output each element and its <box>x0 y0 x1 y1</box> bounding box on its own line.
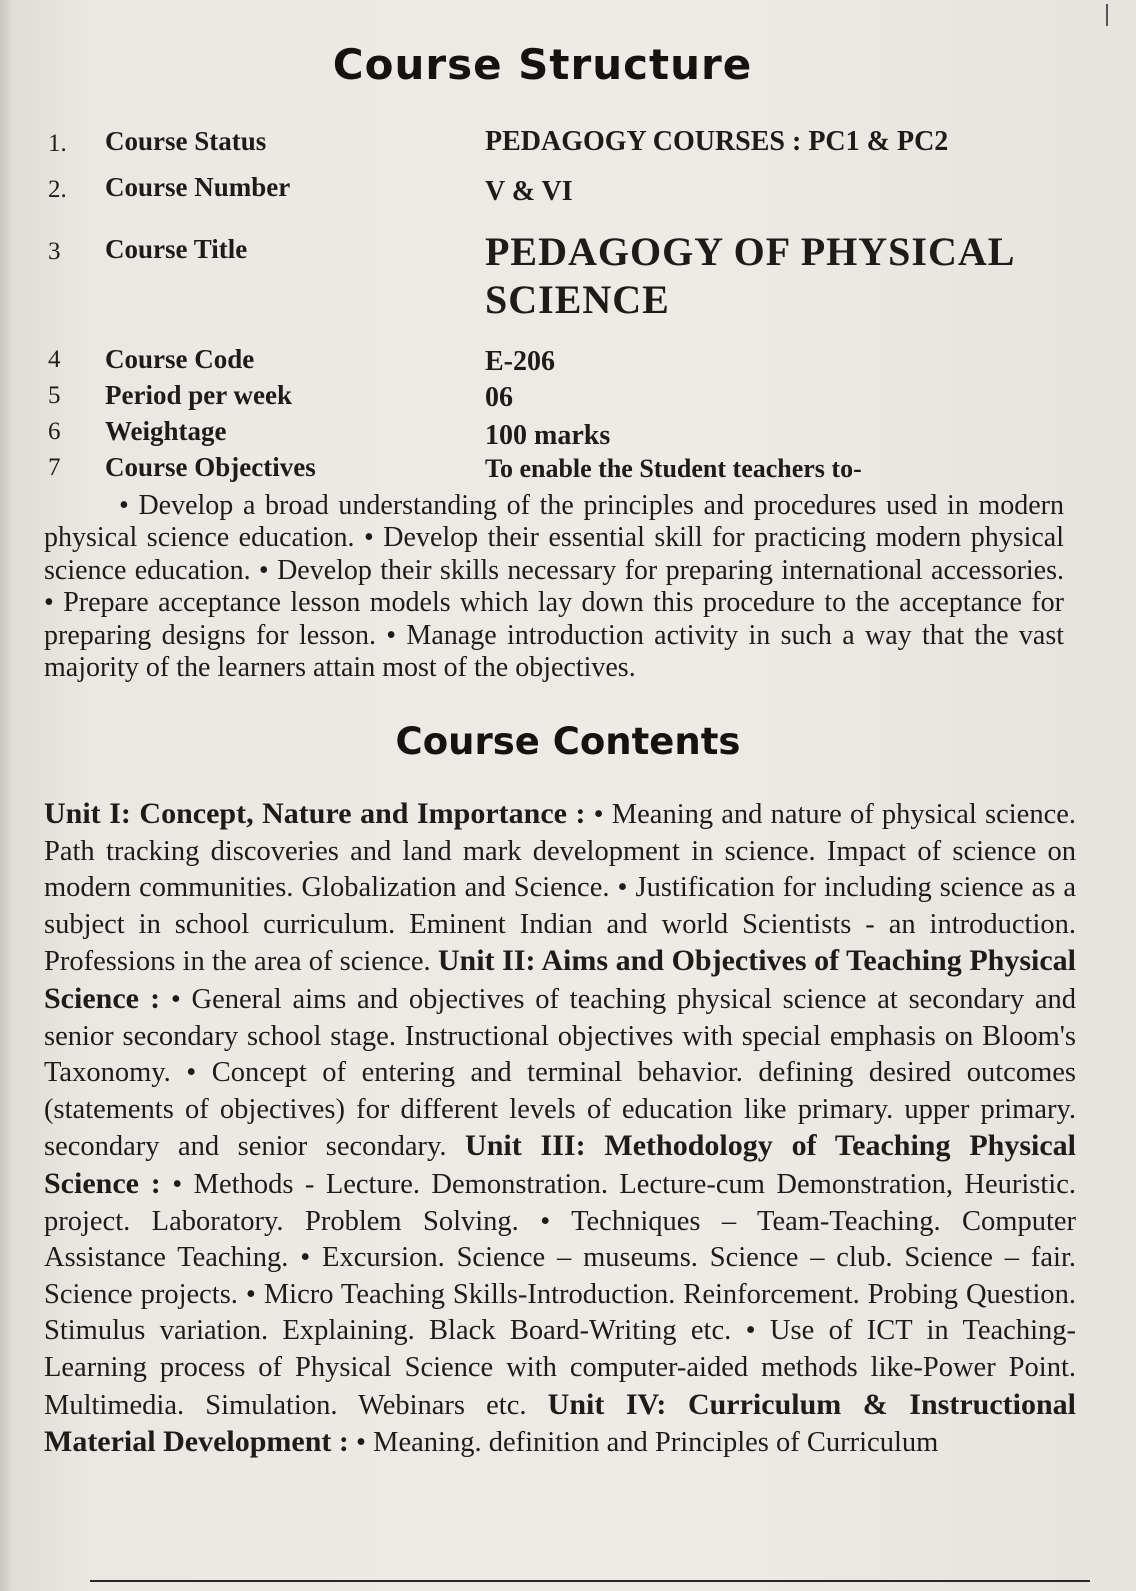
page-binding-edge <box>0 0 14 1591</box>
unit-3-heading: Unit III: Methodology of Teaching Physical Science : <box>44 1129 1076 1200</box>
unit-1-text: • Meaning and nature of physical science. Path tracking discoveries and land mark development in science. Impact of science on modern communities. Globalization and Science. • Justification for including science as a subject in school curriculum. Eminent Indian and world Scientists - an introduction. Professions in the area of science. <box>44 799 1076 978</box>
meta-label: Course Number <box>105 172 291 202</box>
page-title: Course Structure <box>332 40 753 89</box>
unit-2-text: • General aims and objectives of teaching physical science at secondary and senior secondary school stage. Instructional objectives with special emphasis on Bloom's Taxonomy. • Concept of entering and terminal behavior. defining desired outcomes (statements of objectives) for different levels of education like primary. upper primary. secondary and senior secondary. <box>44 983 1076 1163</box>
meta-value: 100 marks <box>485 420 611 451</box>
meta-value-line1: PEDAGOGY OF PHYSICAL <box>485 229 1016 274</box>
meta-value: To enable the Student teachers to- <box>485 454 862 483</box>
meta-num: 2. <box>48 176 67 203</box>
meta-value: E-206 <box>485 346 555 377</box>
meta-num: 5 <box>48 382 61 409</box>
meta-label: Course Title <box>105 234 248 264</box>
meta-label: Weightage <box>105 416 227 446</box>
meta-value: V & VI <box>485 176 573 207</box>
meta-label: Course Status <box>105 126 267 156</box>
meta-label: Course Code <box>105 344 255 374</box>
meta-num: 4 <box>48 346 61 373</box>
unit-4-heading: Unit IV: Curriculum & Instructional Material Development : <box>44 1387 1076 1459</box>
unit-3-text: • Methods - Lecture. Demonstration. Lecture-cum Demonstration, Heuristic. project. Laboratory. Problem Solving. • Techniques – Team-Teaching. Computer Assistance Teaching. • Excursion. Science – museums. Science – club. Science – fair. Science projects. • Micro Teaching Skills-Introduction. Reinforcement. Probing Question. Stimulus variation. Explaining. Black Board-Writing etc. • Use of ICT in Teaching-Learning process of Physical Science with computer-aided methods like-Power Point. Multimedia. Simulation. Webinars etc. <box>44 1168 1076 1421</box>
meta-value: PEDAGOGY COURSES : PC1 & PC2 <box>485 126 949 157</box>
meta-num: 3 <box>48 238 61 265</box>
page-corner-mark <box>1106 4 1108 26</box>
meta-label: Period per week <box>105 380 292 410</box>
course-contents-paragraph <box>44 796 1076 1462</box>
meta-value-line2: SCIENCE <box>485 277 670 322</box>
unit-4-text: • Meaning. definition and Principles of Curriculum <box>348 1427 939 1459</box>
bottom-rule <box>90 1580 1090 1582</box>
unit-1-heading: Unit I: Concept, Nature and Importance : <box>44 797 586 830</box>
meta-value: 06 <box>485 382 513 413</box>
contents-heading: Course Contents <box>395 720 741 763</box>
unit-2-heading: Unit II: Aims and Objectives of Teaching Physical Science : <box>44 944 1076 1015</box>
meta-num: 1. <box>48 130 67 157</box>
meta-num: 6 <box>48 418 61 445</box>
meta-label: Course Objectives <box>105 452 316 482</box>
objectives-paragraph: • Develop a broad understanding of the principles and procedures used in modern physical science education. • Develop their essential skill for practicing modern physical science education. • Develop their skills necessary for preparing international accessories. • Prepare acceptance lesson models which lay down this procedure to the acceptance for preparing designs for lesson. • Manage introduction activity in such a way that the vast majority of the learners attain most of the objectives. <box>44 490 1064 684</box>
meta-num: 7 <box>48 454 61 481</box>
